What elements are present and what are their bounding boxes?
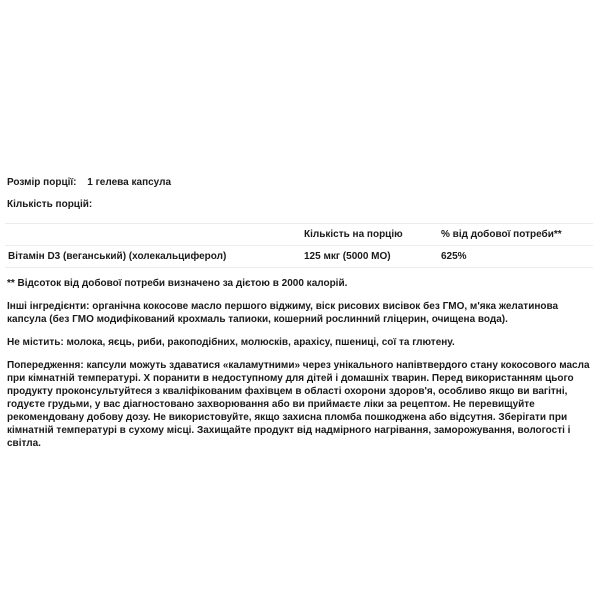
serving-size-value: 1 гелева капсула bbox=[87, 177, 172, 188]
nutrient-amount: 125 мкг (5000 МО) bbox=[301, 246, 438, 268]
serving-size-label: Розмір порції: bbox=[7, 177, 77, 188]
servings-per-container bbox=[7, 198, 593, 211]
warning-text: Попередження: капсули можуть здаватися «каламутними» через унікального напівтвердого стану кокосового масла при кімнатній температурі. Х поранити в недоступному для дітей і домашніх тварин. Перед використанням цього продукту проконсультуйтеся з кваліфікованим фахівцем в області охорони здоров'я, особливо якщо ви вагітні, годуєте грудьми, у вас діагностовано захворювання або ви приймаєте ліки за рецептом. Не перевищуйте рекомендовану добову дозу. Не використовуйте, якщо захисна пломба пошкоджена або відсутня. Зберігати при кімнатній температурі в сухому місці. Захищайте продукт від надмірного нагрівання, заморожування, вологості і світла. bbox=[7, 360, 590, 449]
serving-size bbox=[7, 176, 593, 189]
daily-value-footnote: ** Відсоток від добової потреби визначено за дієтою в 2000 калорій. bbox=[7, 278, 348, 289]
servings-count-label: Кількість порцій: bbox=[7, 199, 93, 210]
supplement-facts-table bbox=[5, 223, 593, 268]
table-header-row bbox=[5, 224, 593, 246]
nutrient-name: Вітамін D3 (веганський) (холекальциферол) bbox=[5, 246, 301, 268]
header-amount-per-serving: Кількість на порцію bbox=[301, 224, 438, 246]
supplement-facts-document bbox=[7, 176, 593, 450]
other-ingredients: Інші інгредієнти: органічна кокосове масло першого віджиму, віск рисових висівок без ГМО, м'яка желатинова капсула (без ГМО модифікований крохмаль тапиоки, кошерний рослинний гліцерин, очищена вода). bbox=[7, 301, 559, 325]
table-row bbox=[5, 246, 593, 268]
allergen-statement: Не містить: молока, яєць, риби, ракоподібних, молюсків, арахісу, пшениці, сої та глютену. bbox=[7, 337, 455, 348]
nutrient-daily-value: 625% bbox=[438, 246, 593, 268]
header-daily-value: % від добової потреби** bbox=[438, 224, 593, 246]
header-nutrient bbox=[5, 224, 301, 246]
